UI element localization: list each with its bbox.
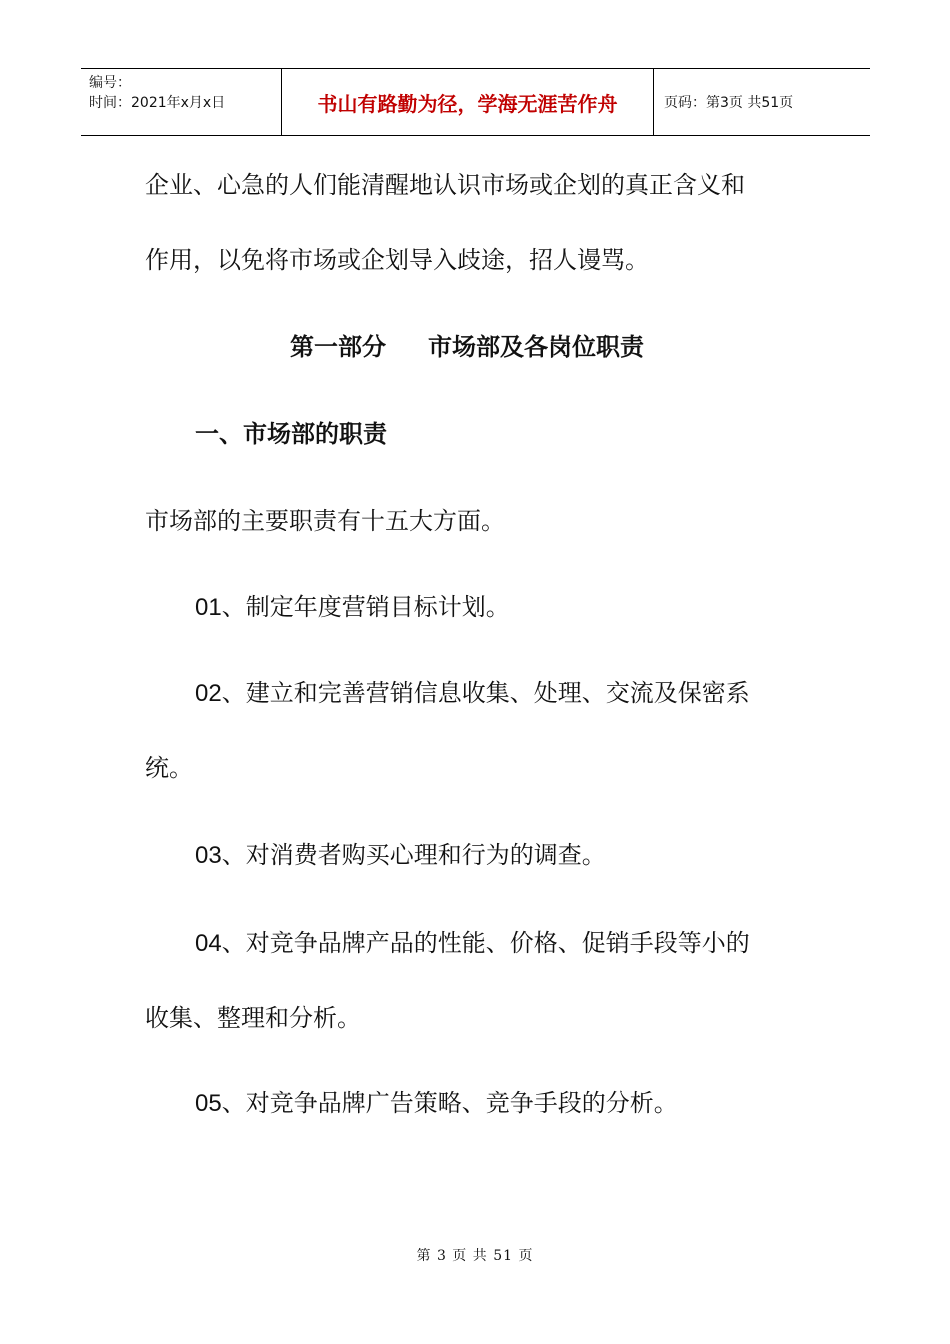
intro-text: 市场部的主要职责有十五大方面。: [145, 507, 505, 535]
section-title-name: 市场部及各岗位职责: [428, 333, 644, 361]
page-header: [81, 68, 870, 136]
list-item-continuation: 收集、整理和分析。: [145, 1004, 361, 1032]
list-item: [195, 592, 510, 623]
section-title: [290, 332, 644, 362]
list-item: [195, 840, 606, 871]
paragraph-line: 作用，以免将市场或企划导入歧途，招人谩骂。: [145, 246, 649, 274]
item-text: 、建立和完善营销信息收集、处理、交流及保密系: [221, 679, 750, 707]
item-text: 、对竞争品牌产品的性能、价格、促销手段等小的: [221, 929, 750, 957]
item-text: 、对消费者购买心理和行为的调查。: [221, 841, 606, 869]
subsection-title: 一、市场部的职责: [195, 420, 387, 448]
item-number: 01: [195, 594, 222, 621]
header-motto: 书山有路勤为径，学海无涯苦作舟: [282, 69, 654, 135]
header-number-label: 编号：: [89, 75, 131, 91]
item-number: 03: [195, 842, 222, 869]
paragraph-line: 企业、心急的人们能清醒地认识市场或企划的真正含义和: [145, 171, 745, 199]
item-text: 、对竞争品牌广告策略、竞争手段的分析。: [221, 1089, 678, 1117]
header-meta: [81, 69, 282, 135]
list-item: [195, 678, 750, 709]
page-footer: 第 3 页 共 51 页: [416, 1248, 534, 1264]
item-number: 05: [195, 1090, 222, 1117]
header-time-label: 时间：2021年x月x日: [89, 95, 226, 111]
header-page-info: 页码：第3页 共51页: [664, 95, 794, 111]
list-item-continuation: 统。: [145, 754, 193, 782]
item-number: 02: [195, 680, 222, 707]
item-number: 04: [195, 930, 222, 957]
list-item: [195, 1088, 678, 1119]
list-item: [195, 928, 750, 959]
section-title-part: 第一部分: [290, 333, 386, 361]
item-text: 、制定年度营销目标计划。: [221, 593, 510, 621]
